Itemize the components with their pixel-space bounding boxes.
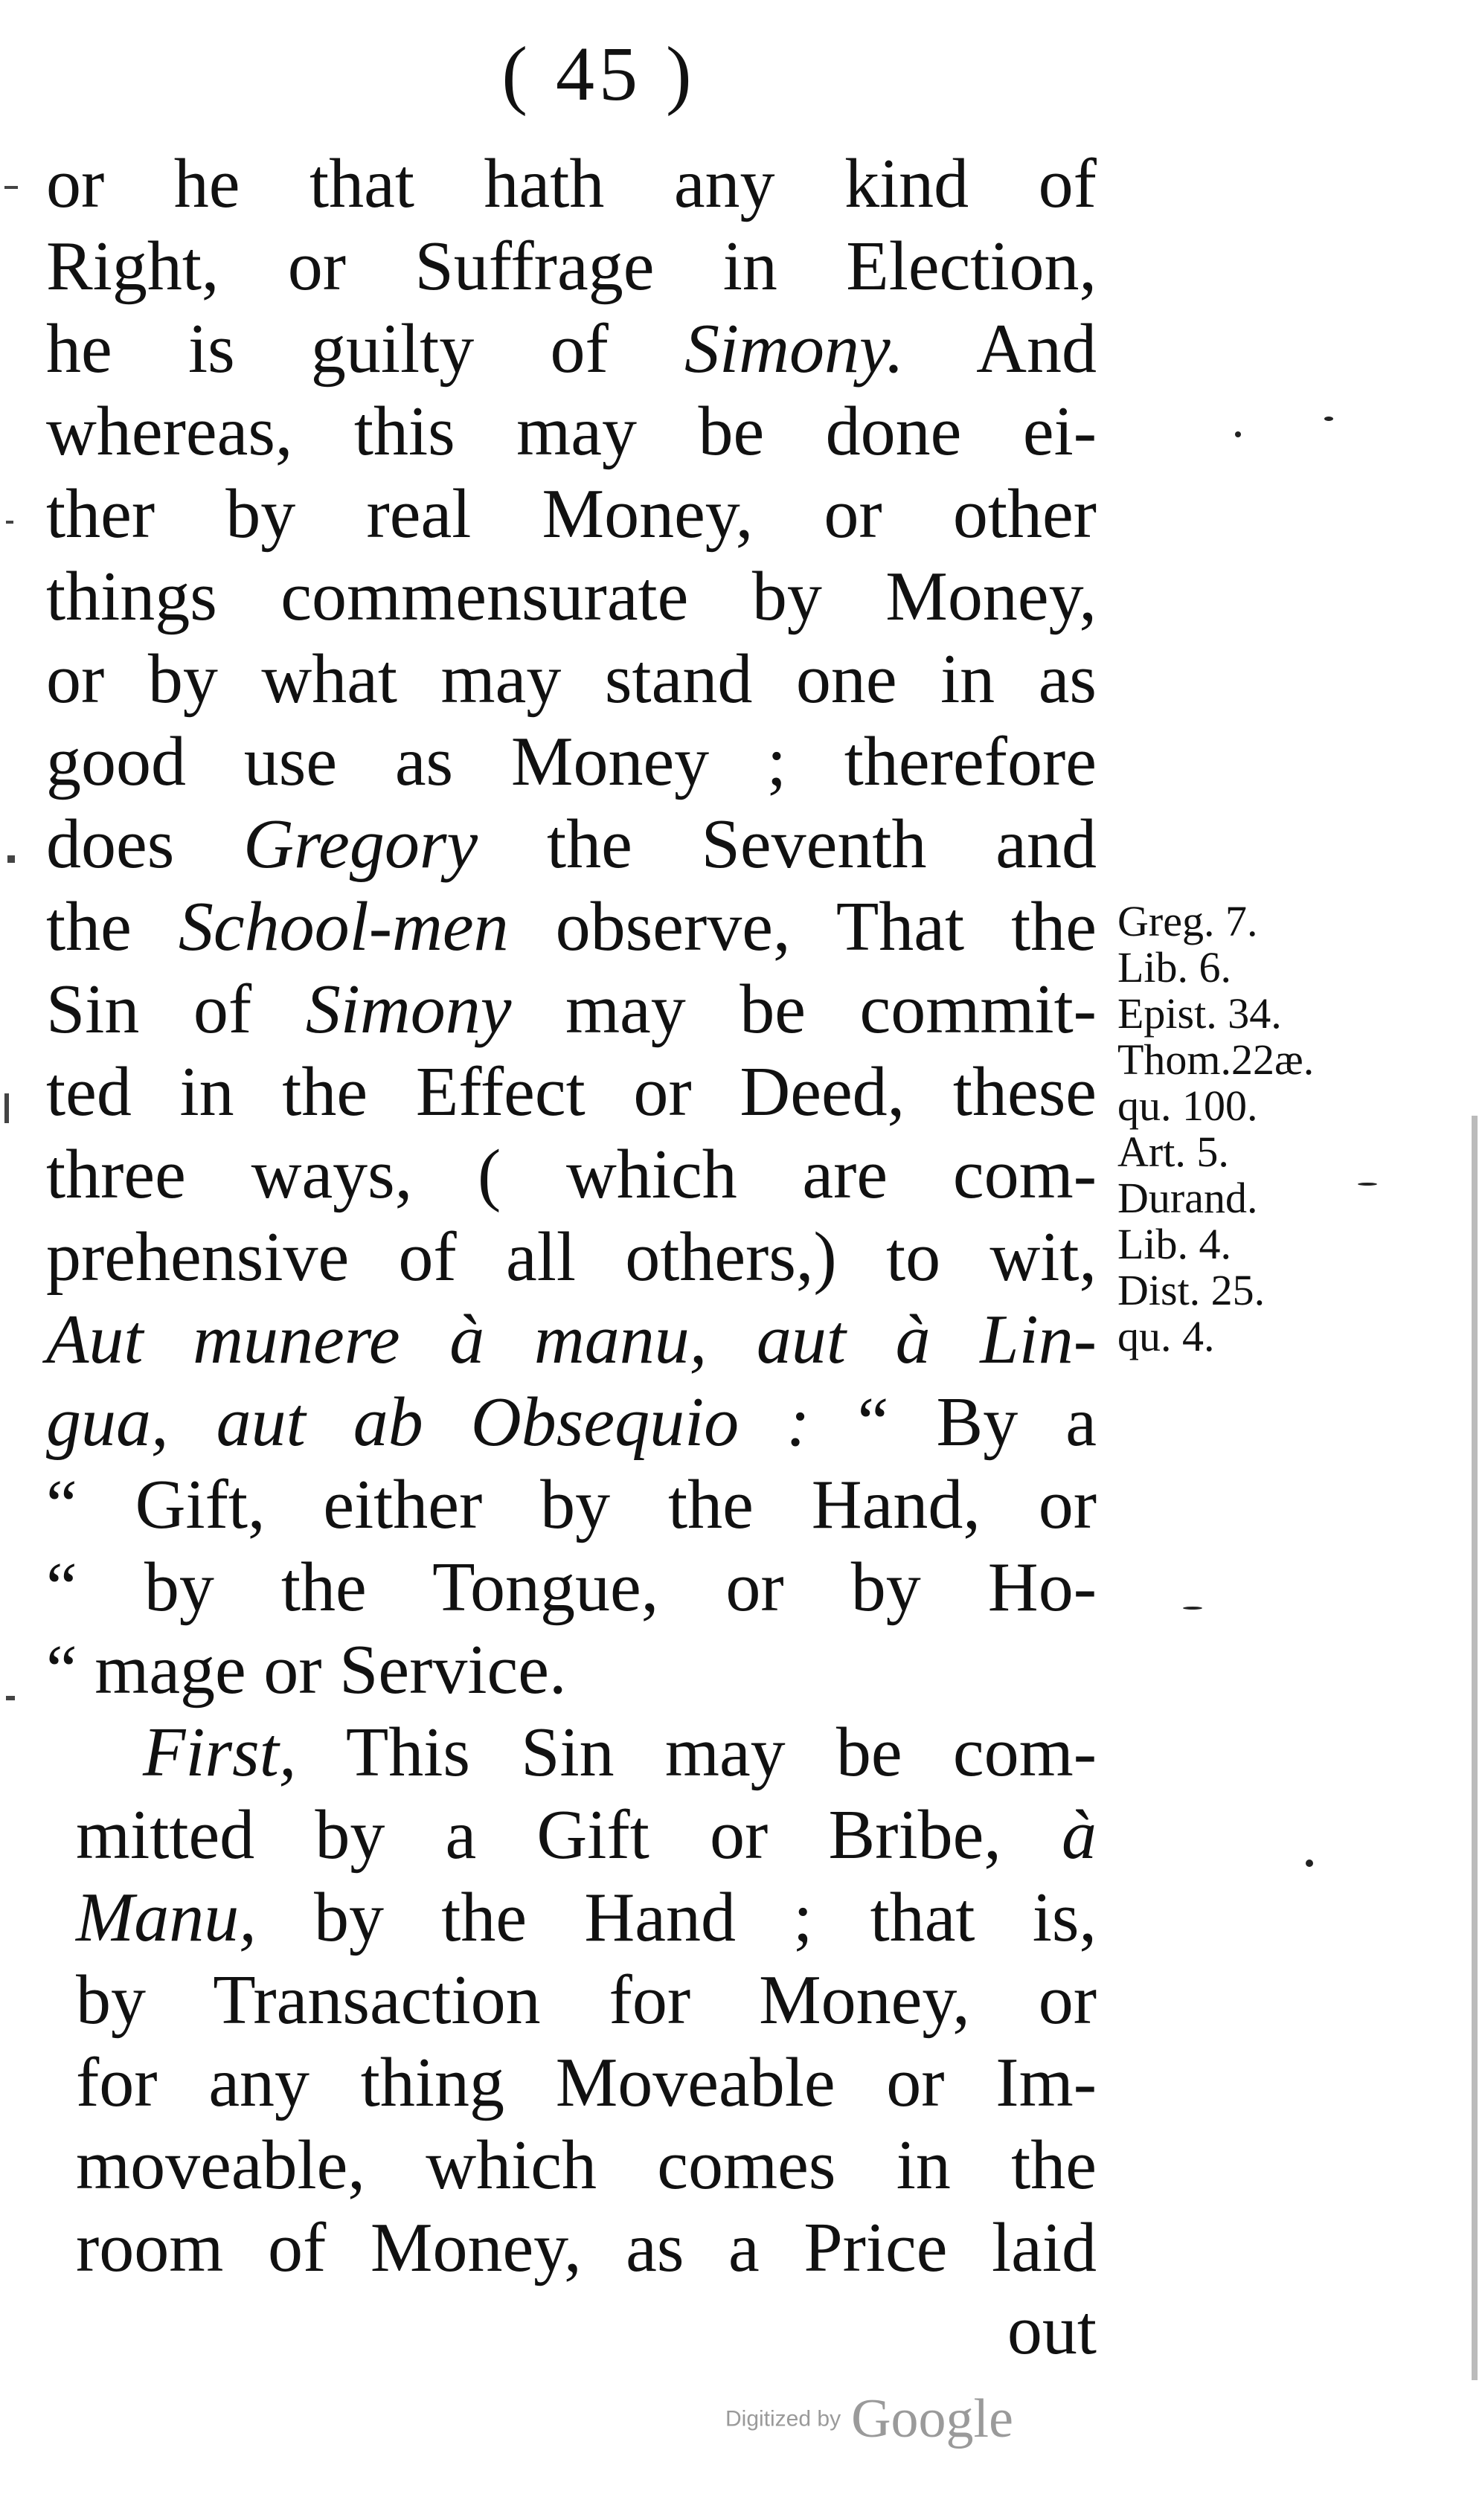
text-segment: things commensurate by Money, [46, 558, 1097, 635]
text-line [46, 1877, 1097, 1959]
text-line [46, 1959, 1097, 2042]
scan-speck [1183, 1607, 1202, 1610]
text-segment: “ By a [809, 1383, 1097, 1461]
text-line [46, 2124, 1097, 2207]
text-segment: does [46, 806, 244, 883]
text-segment: good use as Money ; therefore [46, 723, 1097, 800]
italic-text: Simony [305, 971, 512, 1048]
text-segment: by the Hand ; that is, [256, 1879, 1097, 1956]
text-line [46, 803, 1097, 886]
margin-note: Dist. 25. [1117, 1266, 1266, 1314]
text-line [46, 2042, 1097, 2124]
text-segment: moveable, which comes in the [76, 2127, 1097, 2204]
scan-edge-mark [1472, 1116, 1478, 2380]
text-line [46, 556, 1097, 638]
text-segment: “ Gift, either by the Hand, or [46, 1466, 1097, 1543]
text-segment: the Seventh and [478, 806, 1097, 883]
text-segment: room of Money, as a Price laid [76, 2209, 1097, 2286]
margin-note: Lib. 4. [1117, 1220, 1232, 1268]
margin-note: Lib. 6. [1117, 943, 1232, 991]
text-line [46, 886, 1097, 968]
digitized-by-label: Digitized by [725, 2406, 841, 2431]
text-line [46, 143, 1097, 225]
text-line [46, 1051, 1097, 1134]
text-line [46, 2289, 1097, 2372]
text-line [46, 1629, 1097, 1711]
text-segment: or by what may stand one in as [46, 640, 1097, 718]
text-line [46, 1794, 1097, 1877]
margin-note: Durand. [1117, 1174, 1258, 1222]
text-segment: out [1007, 2292, 1097, 2369]
scan-edge-mark [4, 186, 18, 189]
scan-edge-mark [7, 855, 15, 863]
text-line [46, 2207, 1097, 2289]
text-line [46, 1134, 1097, 1216]
text-segment: or he that hath any kind of [46, 145, 1097, 222]
body-text [46, 143, 1097, 2372]
text-segment: may be commit- [511, 971, 1097, 1048]
text-line [46, 1464, 1097, 1546]
margin-note: Greg. 7. [1117, 897, 1258, 945]
text-segment: And [904, 310, 1097, 388]
italic-text: Simony. [684, 310, 905, 388]
scan-speck [1235, 431, 1241, 437]
text-segment: “ mage or Service. [46, 1631, 567, 1709]
margin-note: qu. 4. [1117, 1312, 1215, 1360]
text-line [46, 1299, 1097, 1381]
scan-speck [1324, 417, 1333, 421]
scan-edge-mark [4, 1093, 9, 1123]
italic-text: Aut munere à manu, aut à Lin- [46, 1301, 1097, 1378]
italic-text: School-men [178, 888, 509, 965]
footer-watermark [725, 2388, 1187, 2451]
text-segment: Sin of [46, 971, 306, 1048]
text-line [46, 308, 1097, 390]
text-segment: “ by the Tongue, or by Ho- [46, 1549, 1097, 1626]
text-segment: by Transaction for Money, or [76, 1961, 1097, 2039]
text-line [46, 1216, 1097, 1299]
margin-notes [1117, 899, 1430, 1360]
margin-note: Thom.22æ. [1117, 1035, 1315, 1084]
page-number: ( 45 ) [501, 31, 696, 117]
text-segment: for any thing Moveable or Im- [76, 2044, 1097, 2121]
italic-text: Gregory [243, 806, 478, 883]
margin-note: Epist. 34. [1117, 989, 1282, 1038]
text-segment: the [46, 888, 179, 965]
scan-edge-mark [6, 521, 13, 524]
italic-text: à [1062, 1796, 1097, 1874]
text-segment: prehensive of all others,) to wit, [46, 1218, 1097, 1296]
text-line [46, 1546, 1097, 1629]
text-line [46, 721, 1097, 803]
italic-text: gua, aut ab Obsequio : [46, 1383, 810, 1461]
text-segment: mitted by a Gift or Bribe, [76, 1796, 1062, 1874]
text-line [46, 1711, 1097, 1794]
text-segment: Right, or Suffrage in Election, [46, 228, 1097, 305]
text-line [46, 225, 1097, 308]
italic-text: First, [143, 1714, 297, 1791]
text-line [46, 968, 1097, 1051]
scan-speck [1358, 1183, 1377, 1186]
text-segment: whereas, this may be done ei- [46, 393, 1097, 470]
text-line [46, 638, 1097, 721]
italic-text: Manu, [76, 1879, 257, 1956]
google-brand: Google [851, 2388, 1013, 2449]
text-segment: he is guilty of [46, 310, 685, 388]
text-segment: observe, That the [508, 888, 1097, 965]
text-segment: ther by real Money, or other [46, 475, 1097, 553]
text-segment: ted in the Effect or Deed, these [46, 1053, 1097, 1131]
text-line [46, 390, 1097, 473]
scan-edge-mark [6, 1696, 15, 1700]
margin-note: qu. 100. [1117, 1081, 1258, 1130]
margin-note: Art. 5. [1117, 1128, 1229, 1176]
text-line [46, 473, 1097, 556]
text-line [46, 1381, 1097, 1464]
scan-speck [1306, 1860, 1313, 1867]
text-segment: This Sin may be com- [296, 1714, 1097, 1791]
text-segment: three ways, ( which are com- [46, 1136, 1097, 1213]
